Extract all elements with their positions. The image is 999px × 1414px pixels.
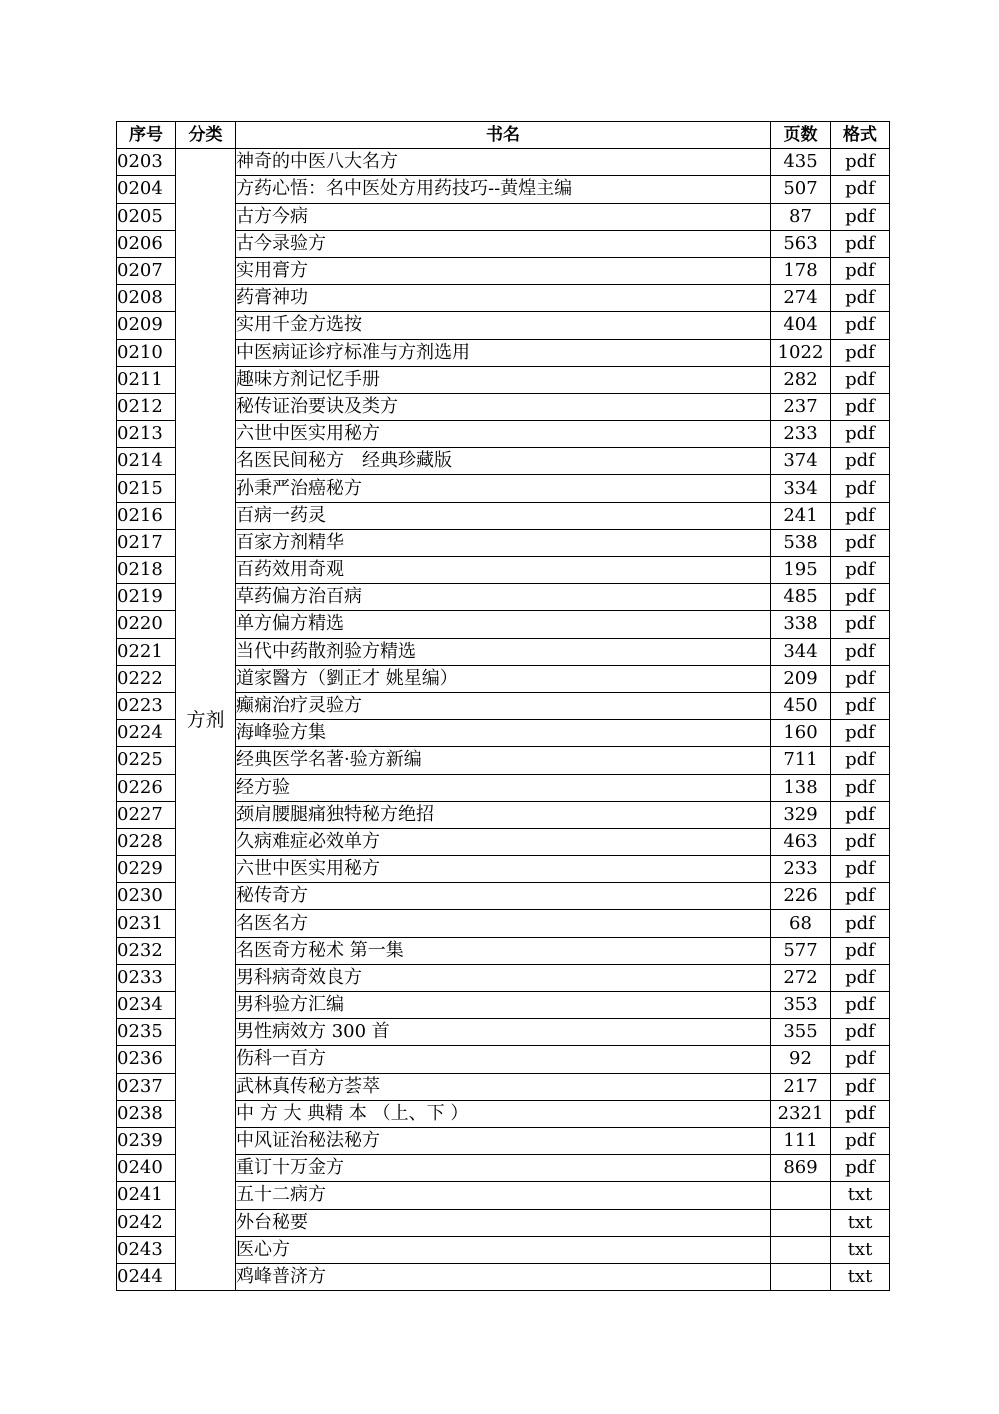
file-format: pdf xyxy=(831,638,890,665)
row-number: 0203 xyxy=(117,149,176,176)
page-count xyxy=(771,1263,831,1290)
book-title: 男科验方汇编 xyxy=(236,992,771,1019)
file-format: txt xyxy=(831,1209,890,1236)
page-count: 374 xyxy=(771,448,831,475)
book-title: 外台秘要 xyxy=(236,1209,771,1236)
row-number: 0232 xyxy=(117,937,176,964)
row-number: 0226 xyxy=(117,774,176,801)
file-format: pdf xyxy=(831,366,890,393)
file-format: pdf xyxy=(831,502,890,529)
row-number: 0239 xyxy=(117,1127,176,1154)
row-number: 0218 xyxy=(117,557,176,584)
file-format: pdf xyxy=(831,856,890,883)
row-number: 0228 xyxy=(117,828,176,855)
book-title: 中医病证诊疗标准与方剂选用 xyxy=(236,339,771,366)
book-title: 颈肩腰腿痛独特秘方绝招 xyxy=(236,801,771,828)
file-format: pdf xyxy=(831,584,890,611)
file-format: pdf xyxy=(831,1127,890,1154)
file-format: pdf xyxy=(831,1019,890,1046)
file-format: pdf xyxy=(831,257,890,284)
page-count xyxy=(771,1209,831,1236)
book-title: 名医名方 xyxy=(236,910,771,937)
row-number: 0222 xyxy=(117,665,176,692)
row-number: 0214 xyxy=(117,448,176,475)
row-number: 0225 xyxy=(117,747,176,774)
book-title: 久病难症必效单方 xyxy=(236,828,771,855)
page-count: 274 xyxy=(771,285,831,312)
row-number: 0220 xyxy=(117,611,176,638)
page-count: 241 xyxy=(771,502,831,529)
file-format: pdf xyxy=(831,910,890,937)
row-number: 0204 xyxy=(117,176,176,203)
page-count: 217 xyxy=(771,1073,831,1100)
book-title: 实用膏方 xyxy=(236,257,771,284)
row-number: 0217 xyxy=(117,529,176,556)
book-title: 伤科一百方 xyxy=(236,1046,771,1073)
row-number: 0223 xyxy=(117,692,176,719)
file-format: pdf xyxy=(831,801,890,828)
file-format: txt xyxy=(831,1263,890,1290)
book-title: 方药心悟：名中医处方用药技巧--黄煌主编 xyxy=(236,176,771,203)
page-count: 355 xyxy=(771,1019,831,1046)
file-format: pdf xyxy=(831,747,890,774)
page-count: 160 xyxy=(771,720,831,747)
header-format: 格式 xyxy=(831,122,890,149)
row-number: 0240 xyxy=(117,1155,176,1182)
page-count: 272 xyxy=(771,964,831,991)
page-count: 111 xyxy=(771,1127,831,1154)
row-number: 0211 xyxy=(117,366,176,393)
header-pages: 页数 xyxy=(771,122,831,149)
book-title: 趣味方剂记忆手册 xyxy=(236,366,771,393)
book-title: 经典医学名著·验方新编 xyxy=(236,747,771,774)
file-format: pdf xyxy=(831,665,890,692)
book-title: 名医奇方秘术 第一集 xyxy=(236,937,771,964)
book-catalog-table xyxy=(116,121,890,1291)
file-format: pdf xyxy=(831,883,890,910)
page-count: 450 xyxy=(771,692,831,719)
row-number: 0236 xyxy=(117,1046,176,1073)
page-count: 353 xyxy=(771,992,831,1019)
page-count: 404 xyxy=(771,312,831,339)
row-number: 0207 xyxy=(117,257,176,284)
book-title: 药膏神功 xyxy=(236,285,771,312)
page-count: 463 xyxy=(771,828,831,855)
file-format: pdf xyxy=(831,393,890,420)
row-number: 0235 xyxy=(117,1019,176,1046)
row-number: 0219 xyxy=(117,584,176,611)
file-format: pdf xyxy=(831,529,890,556)
book-title: 百家方剂精华 xyxy=(236,529,771,556)
page-count: 195 xyxy=(771,557,831,584)
page-count: 329 xyxy=(771,801,831,828)
file-format: pdf xyxy=(831,774,890,801)
page-count: 178 xyxy=(771,257,831,284)
book-title: 中风证治秘法秘方 xyxy=(236,1127,771,1154)
row-number: 0231 xyxy=(117,910,176,937)
row-number: 0234 xyxy=(117,992,176,1019)
book-title: 古今录验方 xyxy=(236,230,771,257)
book-title: 道家醫方（劉正才 姚星编） xyxy=(236,665,771,692)
file-format: pdf xyxy=(831,1155,890,1182)
file-format: txt xyxy=(831,1182,890,1209)
category-cell: 方剂 xyxy=(176,149,236,1291)
row-number: 0206 xyxy=(117,230,176,257)
page-count xyxy=(771,1236,831,1263)
row-number: 0216 xyxy=(117,502,176,529)
file-format: pdf xyxy=(831,285,890,312)
book-title: 当代中药散剂验方精选 xyxy=(236,638,771,665)
page-count: 334 xyxy=(771,475,831,502)
row-number: 0215 xyxy=(117,475,176,502)
book-title: 鸡峰普济方 xyxy=(236,1263,771,1290)
row-number: 0205 xyxy=(117,203,176,230)
row-number: 0238 xyxy=(117,1100,176,1127)
book-title: 秘传奇方 xyxy=(236,883,771,910)
file-format: pdf xyxy=(831,964,890,991)
file-format: pdf xyxy=(831,475,890,502)
row-number: 0241 xyxy=(117,1182,176,1209)
book-title: 单方偏方精选 xyxy=(236,611,771,638)
file-format: pdf xyxy=(831,937,890,964)
page-count: 711 xyxy=(771,747,831,774)
book-title: 草药偏方治百病 xyxy=(236,584,771,611)
page-count: 282 xyxy=(771,366,831,393)
file-format: pdf xyxy=(831,992,890,1019)
page-count: 138 xyxy=(771,774,831,801)
row-number: 0233 xyxy=(117,964,176,991)
row-number: 0210 xyxy=(117,339,176,366)
row-number: 0237 xyxy=(117,1073,176,1100)
row-number: 0212 xyxy=(117,393,176,420)
row-number: 0208 xyxy=(117,285,176,312)
page-count xyxy=(771,1182,831,1209)
book-title: 孙秉严治癌秘方 xyxy=(236,475,771,502)
file-format: pdf xyxy=(831,828,890,855)
page-count: 869 xyxy=(771,1155,831,1182)
file-format: pdf xyxy=(831,692,890,719)
file-format: pdf xyxy=(831,720,890,747)
row-number: 0244 xyxy=(117,1263,176,1290)
book-title: 经方验 xyxy=(236,774,771,801)
page-count: 68 xyxy=(771,910,831,937)
book-title: 医心方 xyxy=(236,1236,771,1263)
book-title: 百药效用奇观 xyxy=(236,557,771,584)
page-count: 577 xyxy=(771,937,831,964)
row-number: 0209 xyxy=(117,312,176,339)
page-count: 2321 xyxy=(771,1100,831,1127)
page-count: 338 xyxy=(771,611,831,638)
page-count: 226 xyxy=(771,883,831,910)
book-title: 五十二病方 xyxy=(236,1182,771,1209)
file-format: pdf xyxy=(831,312,890,339)
book-title: 男科病奇效良方 xyxy=(236,964,771,991)
table-body xyxy=(117,149,890,1291)
file-format: pdf xyxy=(831,203,890,230)
book-title: 中 方 大 典精 本 （上、下 ） xyxy=(236,1100,771,1127)
file-format: pdf xyxy=(831,149,890,176)
file-format: pdf xyxy=(831,557,890,584)
row-number: 0230 xyxy=(117,883,176,910)
file-format: pdf xyxy=(831,339,890,366)
file-format: pdf xyxy=(831,448,890,475)
page-count: 1022 xyxy=(771,339,831,366)
row-number: 0224 xyxy=(117,720,176,747)
file-format: pdf xyxy=(831,176,890,203)
row-number: 0221 xyxy=(117,638,176,665)
header-row xyxy=(117,122,890,149)
page-count: 507 xyxy=(771,176,831,203)
file-format: pdf xyxy=(831,1046,890,1073)
book-title: 名医民间秘方 经典珍藏版 xyxy=(236,448,771,475)
book-title: 实用千金方选按 xyxy=(236,312,771,339)
book-title: 秘传证治要诀及类方 xyxy=(236,393,771,420)
row-number: 0227 xyxy=(117,801,176,828)
table-row xyxy=(117,149,890,176)
page-count: 92 xyxy=(771,1046,831,1073)
row-number: 0243 xyxy=(117,1236,176,1263)
file-format: pdf xyxy=(831,1100,890,1127)
book-title: 重订十万金方 xyxy=(236,1155,771,1182)
book-title: 海峰验方集 xyxy=(236,720,771,747)
page-count: 344 xyxy=(771,638,831,665)
book-title: 神奇的中医八大名方 xyxy=(236,149,771,176)
row-number: 0242 xyxy=(117,1209,176,1236)
book-title: 癫痫治疗灵验方 xyxy=(236,692,771,719)
page-count: 485 xyxy=(771,584,831,611)
book-title: 古方今病 xyxy=(236,203,771,230)
file-format: txt xyxy=(831,1236,890,1263)
page-count: 538 xyxy=(771,529,831,556)
page-count: 209 xyxy=(771,665,831,692)
book-title: 男性病效方 300 首 xyxy=(236,1019,771,1046)
header-title: 书名 xyxy=(236,122,771,149)
book-title: 六世中医实用秘方 xyxy=(236,856,771,883)
page-count: 435 xyxy=(771,149,831,176)
page-count: 233 xyxy=(771,856,831,883)
book-title: 六世中医实用秘方 xyxy=(236,421,771,448)
header-num: 序号 xyxy=(117,122,176,149)
file-format: pdf xyxy=(831,421,890,448)
page-count: 563 xyxy=(771,230,831,257)
file-format: pdf xyxy=(831,1073,890,1100)
header-category: 分类 xyxy=(176,122,236,149)
page-count: 237 xyxy=(771,393,831,420)
page-count: 87 xyxy=(771,203,831,230)
file-format: pdf xyxy=(831,230,890,257)
book-title: 百病一药灵 xyxy=(236,502,771,529)
row-number: 0229 xyxy=(117,856,176,883)
file-format: pdf xyxy=(831,611,890,638)
book-title: 武林真传秘方荟萃 xyxy=(236,1073,771,1100)
row-number: 0213 xyxy=(117,421,176,448)
page-count: 233 xyxy=(771,421,831,448)
